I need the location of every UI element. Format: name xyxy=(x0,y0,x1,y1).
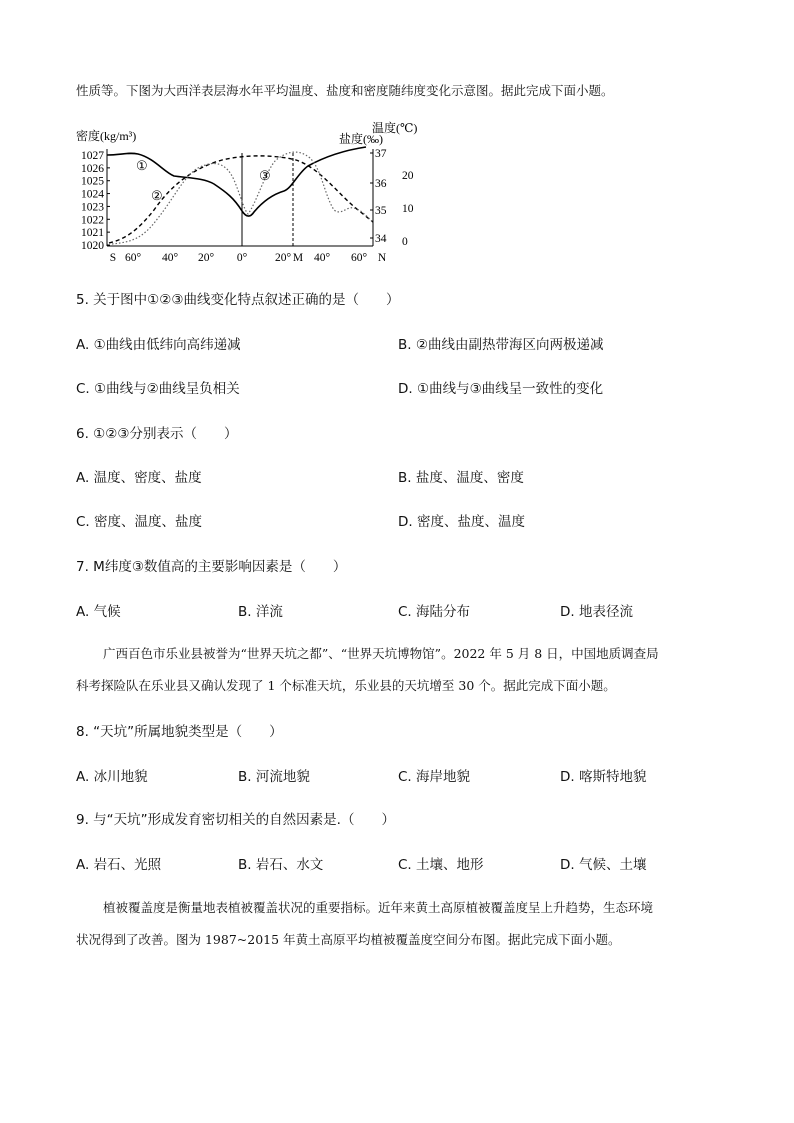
latitude-ticks xyxy=(110,252,387,264)
salinity-axis-label: 盐度(‰) xyxy=(339,132,383,146)
q6-option-a[interactable]: A. 温度、密度、盐度 xyxy=(76,470,202,486)
density-tick-label: 1022 xyxy=(81,214,104,227)
q5-option-d[interactable]: D. ①曲线与③曲线呈一致性的变化 xyxy=(398,381,604,397)
latitude-tick-label: 20° xyxy=(197,252,215,264)
q5-option-b[interactable]: B. ②曲线由副热带海区向两极递减 xyxy=(398,337,604,353)
q7-option-b[interactable]: B. 洋流 xyxy=(238,604,283,620)
marker-2: ② xyxy=(151,188,163,203)
salinity-tick-label: 36 xyxy=(375,178,387,190)
q9-option-a[interactable]: A. 岩石、光照 xyxy=(76,857,162,873)
intro-paragraph-2-line-1: 广西百色市乐业县被誉为“世界天坑之都”、“世界天坑博物馆”。2022 年 5 月 8 日，中国地质调查局 xyxy=(103,646,659,661)
latitude-tick-label: 60° xyxy=(124,252,142,264)
latitude-tick-label: M xyxy=(292,252,304,264)
temperature-tick-label: 10 xyxy=(402,203,414,215)
intro-paragraph-2-line-2: 科考探险队在乐业县又确认发现了 1 个标准天坑，乐业县的天坑增至 30 个。据此完成下面小题。 xyxy=(76,678,616,693)
density-tick-label: 1020 xyxy=(81,240,104,252)
latitude-tick-label: 40° xyxy=(313,252,331,264)
q6-stem: 6. ①②③分别表示（ ） xyxy=(76,426,238,442)
density-tick-label: 1021 xyxy=(81,227,104,240)
latitude-tick-label: 0° xyxy=(236,252,248,264)
intro-paragraph-3-line-1: 植被覆盖度是衡量地表植被覆盖状况的重要指标。近年来黄土高原植被覆盖度呈上升趋势，生态环境 xyxy=(103,900,654,915)
density-tick-label: 1025 xyxy=(81,175,104,188)
q9-option-d[interactable]: D. 气候、土壤 xyxy=(560,857,647,873)
q7-stem: 7. M纬度③数值高的主要影响因素是（ ） xyxy=(76,559,347,575)
temperature-tick-label: 0 xyxy=(402,236,408,248)
q8-option-b[interactable]: B. 河流地貌 xyxy=(238,769,310,785)
intro-paragraph-1: 性质等。下图为大西洋表层海水年平均温度、盐度和密度随纬度变化示意图。据此完成下面小题。 xyxy=(76,83,614,98)
q5-option-c[interactable]: C. ①曲线与②曲线呈负相关 xyxy=(76,381,240,397)
density-ticks xyxy=(81,150,110,252)
q6-option-d[interactable]: D. 密度、盐度、温度 xyxy=(398,514,525,530)
marker-1: ① xyxy=(136,158,148,173)
temperature-tick-label: 20 xyxy=(402,170,414,182)
density-tick-label: 1026 xyxy=(81,162,104,175)
latitude-tick-label: 20° xyxy=(274,252,292,264)
temperature-ticks xyxy=(402,170,414,248)
salinity-tick-label: 34 xyxy=(375,233,387,245)
q7-option-a[interactable]: A. 气候 xyxy=(76,604,121,620)
q8-option-d[interactable]: D. 喀斯特地貌 xyxy=(560,769,647,785)
q6-option-b[interactable]: B. 盐度、温度、密度 xyxy=(398,470,524,486)
q8-option-c[interactable]: C. 海岸地貌 xyxy=(398,769,471,785)
q9-option-b[interactable]: B. 岩石、水文 xyxy=(238,857,324,873)
q7-option-d[interactable]: D. 地表径流 xyxy=(560,604,633,620)
temperature-axis-label: 温度(℃) xyxy=(372,121,418,135)
salinity-tick-label: 35 xyxy=(375,205,387,217)
density-tick-label: 1027 xyxy=(81,150,104,162)
marker-3: ③ xyxy=(259,168,271,183)
q7-option-c[interactable]: C. 海陆分布 xyxy=(398,604,471,620)
latitude-tick-label: 60° xyxy=(350,252,368,264)
density-tick-label: 1024 xyxy=(81,188,104,201)
curve-2 xyxy=(109,156,373,243)
q5-stem: 5. 关于图中①②③曲线变化特点叙述正确的是（ ） xyxy=(76,292,400,308)
atlantic-chart xyxy=(76,118,426,266)
q8-option-a[interactable]: A. 冰川地貌 xyxy=(76,769,148,785)
density-axis-label: 密度(kg/m³) xyxy=(76,129,137,143)
q5-option-a[interactable]: A. ①曲线由低纬向高纬递减 xyxy=(76,337,241,353)
latitude-tick-label: 40° xyxy=(161,252,179,264)
q8-stem: 8. “天坑”所属地貌类型是（ ） xyxy=(76,724,283,740)
q9-option-c[interactable]: C. 土壤、地形 xyxy=(398,857,484,873)
latitude-tick-label: S xyxy=(109,252,117,264)
salinity-tick-label: 37 xyxy=(375,148,387,160)
q6-option-c[interactable]: C. 密度、温度、盐度 xyxy=(76,514,203,530)
density-tick-label: 1023 xyxy=(81,201,104,214)
latitude-tick-label: N xyxy=(377,252,387,264)
intro-paragraph-3-line-2: 状况得到了改善。图为 1987~2015 年黄土高原平均植被覆盖度空间分布图。据此完成下面小题。 xyxy=(76,932,621,947)
q9-stem: 9. 与“天坑”形成发育密切相关的自然因素是.（ ） xyxy=(76,812,395,828)
